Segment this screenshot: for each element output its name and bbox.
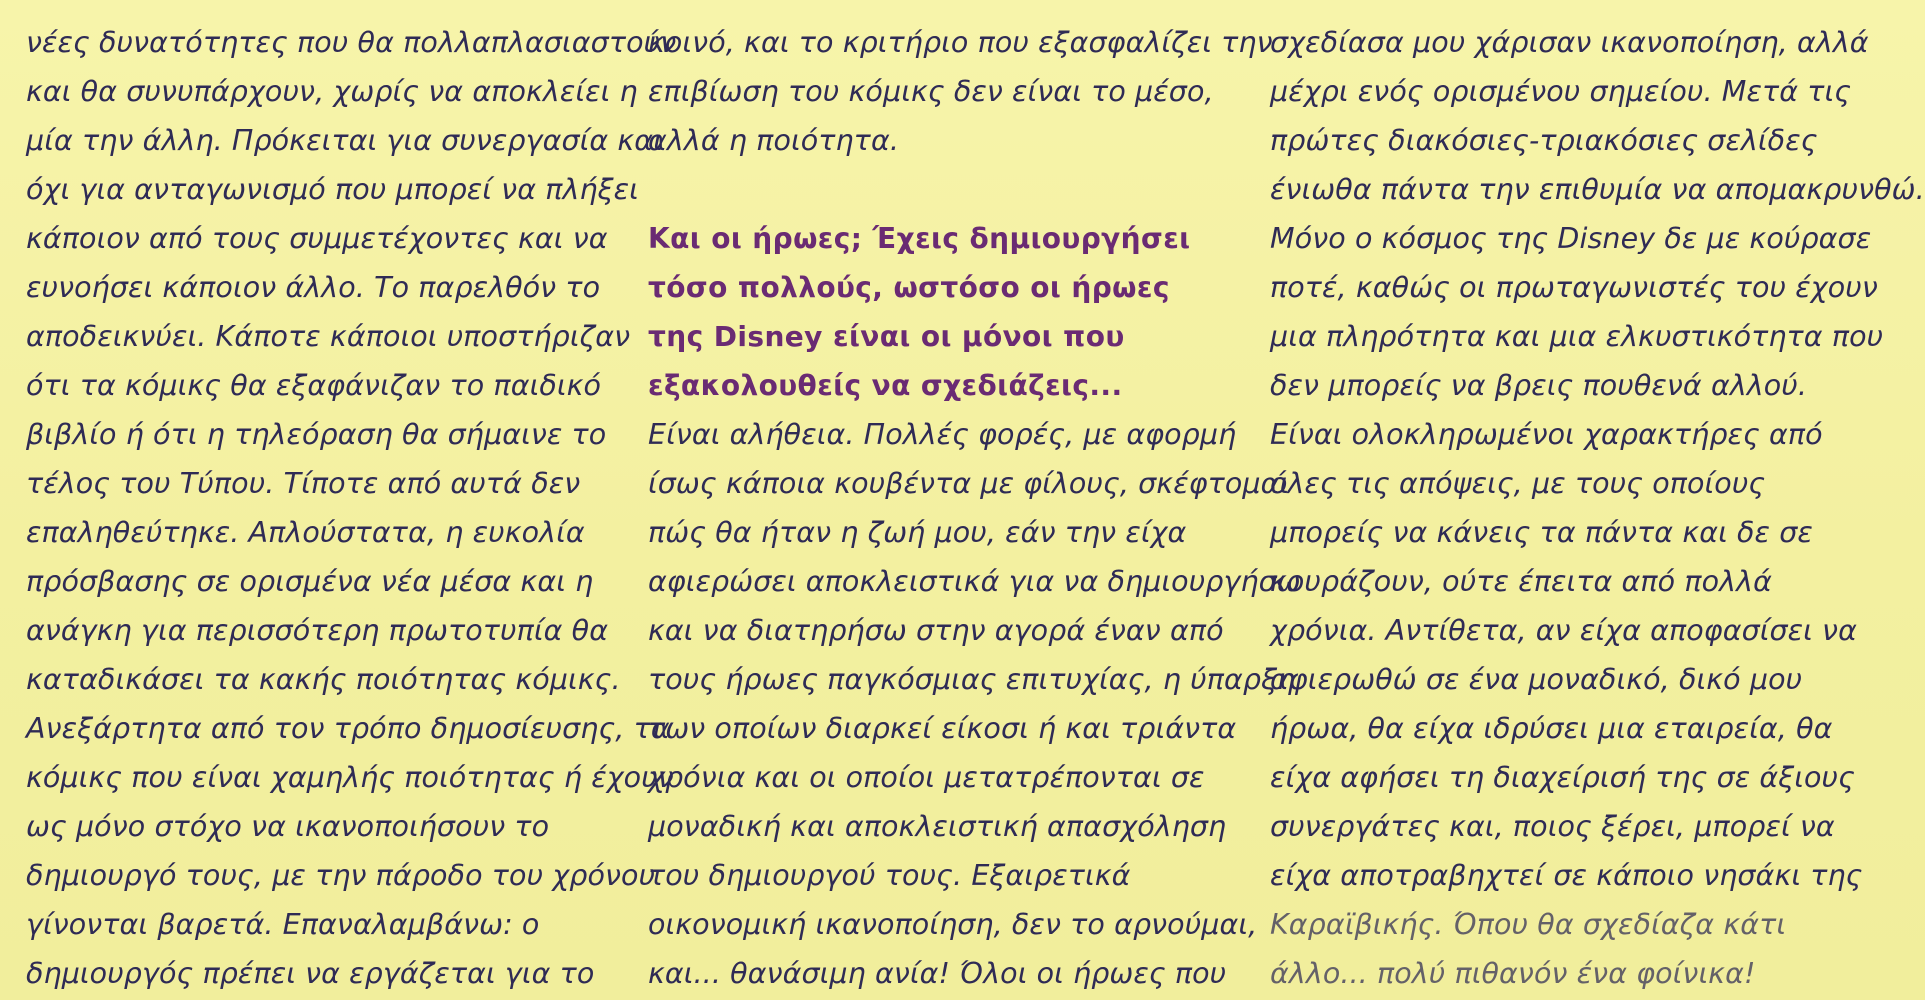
question-line: εξακολουθείς να σχεδιάζεις... [648,369,1123,402]
text-line: άλλο... πολύ πιθανόν ένα φοίνικα! [1270,957,1756,990]
text-line: αφιερωθώ σε ένα μοναδικό, δικό μου [1270,663,1803,696]
text-line: αφιερώσει αποκλειστικά για να δημιουργήσω [648,565,1301,598]
text-line: βιβλίο ή ότι η τηλεόραση θα σήμαινε το [26,418,607,451]
text-line: ότι τα κόμικς θα εξαφάνιζαν το παιδικό [26,369,602,402]
text-line: είχα αφήσει τη διαχείρισή της σε άξιους [1270,761,1855,794]
question-line: Και οι ήρωες; Έχεις δημιουργήσει [648,222,1191,255]
text-line: αλλά η ποιότητα. [648,124,899,157]
text-line: και να διατηρήσω στην αγορά έναν από [648,614,1224,647]
text-line: τέλος του Τύπου. Τίποτε από αυτά δεν [26,467,581,500]
interview-question [648,214,1238,410]
text-line: Είναι ολοκληρωμένοι χαρακτήρες από [1270,418,1823,451]
text-line: συνεργάτες και, ποιος ξέρει, μπορεί να [1270,810,1835,843]
text-line: ήρωα, θα είχα ιδρύσει μια εταιρεία, θα [1270,712,1833,745]
text-line: νέες δυνατότητες που θα πολλαπλασιαστούν [26,26,677,59]
text-line: ανάγκη για περισσότερη πρωτοτυπία θα [26,614,609,647]
text-line: Ανεξάρτητα από τον τρόπο δημοσίευσης, τα [26,712,670,745]
text-line: Είναι αλήθεια. Πολλές φορές, με αφορμή [648,418,1237,451]
text-line: πρόσβασης σε ορισμένα νέα μέσα και η [26,565,594,598]
text-line: μία την άλλη. Πρόκειται για συνεργασία και [26,124,663,157]
text-line: του δημιουργού τους. Εξαιρετικά [648,859,1131,892]
text-line: πρώτες διακόσιες-τριακόσιες σελίδες [1270,124,1818,157]
text-line: χρόνια και οι οποίοι μετατρέπονται σε [648,761,1205,794]
text-line: οικονομική ικανοποίηση, δεν το αρνούμαι, [648,908,1258,941]
text-line: τους ήρωες παγκόσμιας επιτυχίας, η ύπαρξη [648,663,1296,696]
paragraph-gap [648,165,1238,214]
text-line: ευνοήσει κάποιον άλλο. Το παρελθόν το [26,271,601,304]
question-line: της Disney είναι οι μόνοι που [648,320,1125,353]
text-line: επιβίωση του κόμικς δεν είναι το μέσο, [648,75,1214,108]
text-column-left [26,18,677,998]
text-line: αποδεικνύει. Κάποτε κάποιοι υποστήριζαν [26,320,631,353]
text-line: κοινό, και το κριτήριο που εξασφαλίζει την [648,26,1273,59]
text-line: όλες τις απόψεις, με τους οποίους [1270,467,1766,500]
text-line: και θα συνυπάρχουν, χωρίς να αποκλείει η [26,75,638,108]
text-column-right [1270,18,1925,998]
text-line: χρόνια. Αντίθετα, αν είχα αποφασίσει να [1270,614,1857,647]
text-column-middle [648,18,1301,998]
text-line: μέχρι ενός ορισμένου σημείου. Μετά τις [1270,75,1852,108]
text-line: όχι για ανταγωνισμό που μπορεί να πλήξει [26,173,639,206]
text-line: επαληθεύτηκε. Απλούστατα, η ευκολία [26,516,585,549]
interview-answer [648,410,1301,998]
text-line: Καραϊβικής. Όπου θα σχεδίαζα κάτι [1270,908,1787,941]
text-line: μοναδική και αποκλειστική απασχόληση [648,810,1227,843]
text-line: κάποιον από τους συμμετέχοντες και να [26,222,608,255]
text-line: των οποίων διαρκεί είκοσι ή και τριάντα [648,712,1237,745]
text-line: κουράζουν, ούτε έπειτα από πολλά [1270,565,1772,598]
text-line: Μόνο ο κόσμος της Disney δε με κούρασε [1270,222,1872,255]
text-line: ως μόνο στόχο να ικανοποιήσουν το [26,810,550,843]
text-line: κόμικς που είναι χαμηλής ποιότητας ή έχουν [26,761,674,794]
text-line: δημιουργός πρέπει να εργάζεται για το [26,957,595,990]
text-line: δεν μπορείς να βρεις πουθενά αλλού. [1270,369,1808,402]
text-line: ποτέ, καθώς οι πρωταγωνιστές του έχουν [1270,271,1878,304]
text-line: μια πληρότητα και μια ελκυστικότητα που [1270,320,1884,353]
text-line: ένιωθα πάντα την επιθυμία να απομακρυνθώ. [1270,173,1925,206]
text-line: σχεδίασα μου χάρισαν ικανοποίηση, αλλά [1270,26,1869,59]
text-line: δημιουργό τους, με την πάροδο του χρόνου [26,859,656,892]
text-line: καταδικάσει τα κακής ποιότητας κόμικς. [26,663,621,696]
text-line: πώς θα ήταν η ζωή μου, εάν την είχα [648,516,1187,549]
text-line: γίνονται βαρετά. Επαναλαμβάνω: ο [26,908,540,941]
text-line: μπορείς να κάνεις τα πάντα και δε σε [1270,516,1813,549]
text-line: και... θανάσιμη ανία! Όλοι οι ήρωες που [648,957,1227,990]
text-line: ίσως κάποια κουβέντα με φίλους, σκέφτομαι [648,467,1290,500]
question-line: τόσο πολλούς, ωστόσο οι ήρωες [648,271,1170,304]
text-line: είχα αποτραβηχτεί σε κάποιο νησάκι της [1270,859,1863,892]
